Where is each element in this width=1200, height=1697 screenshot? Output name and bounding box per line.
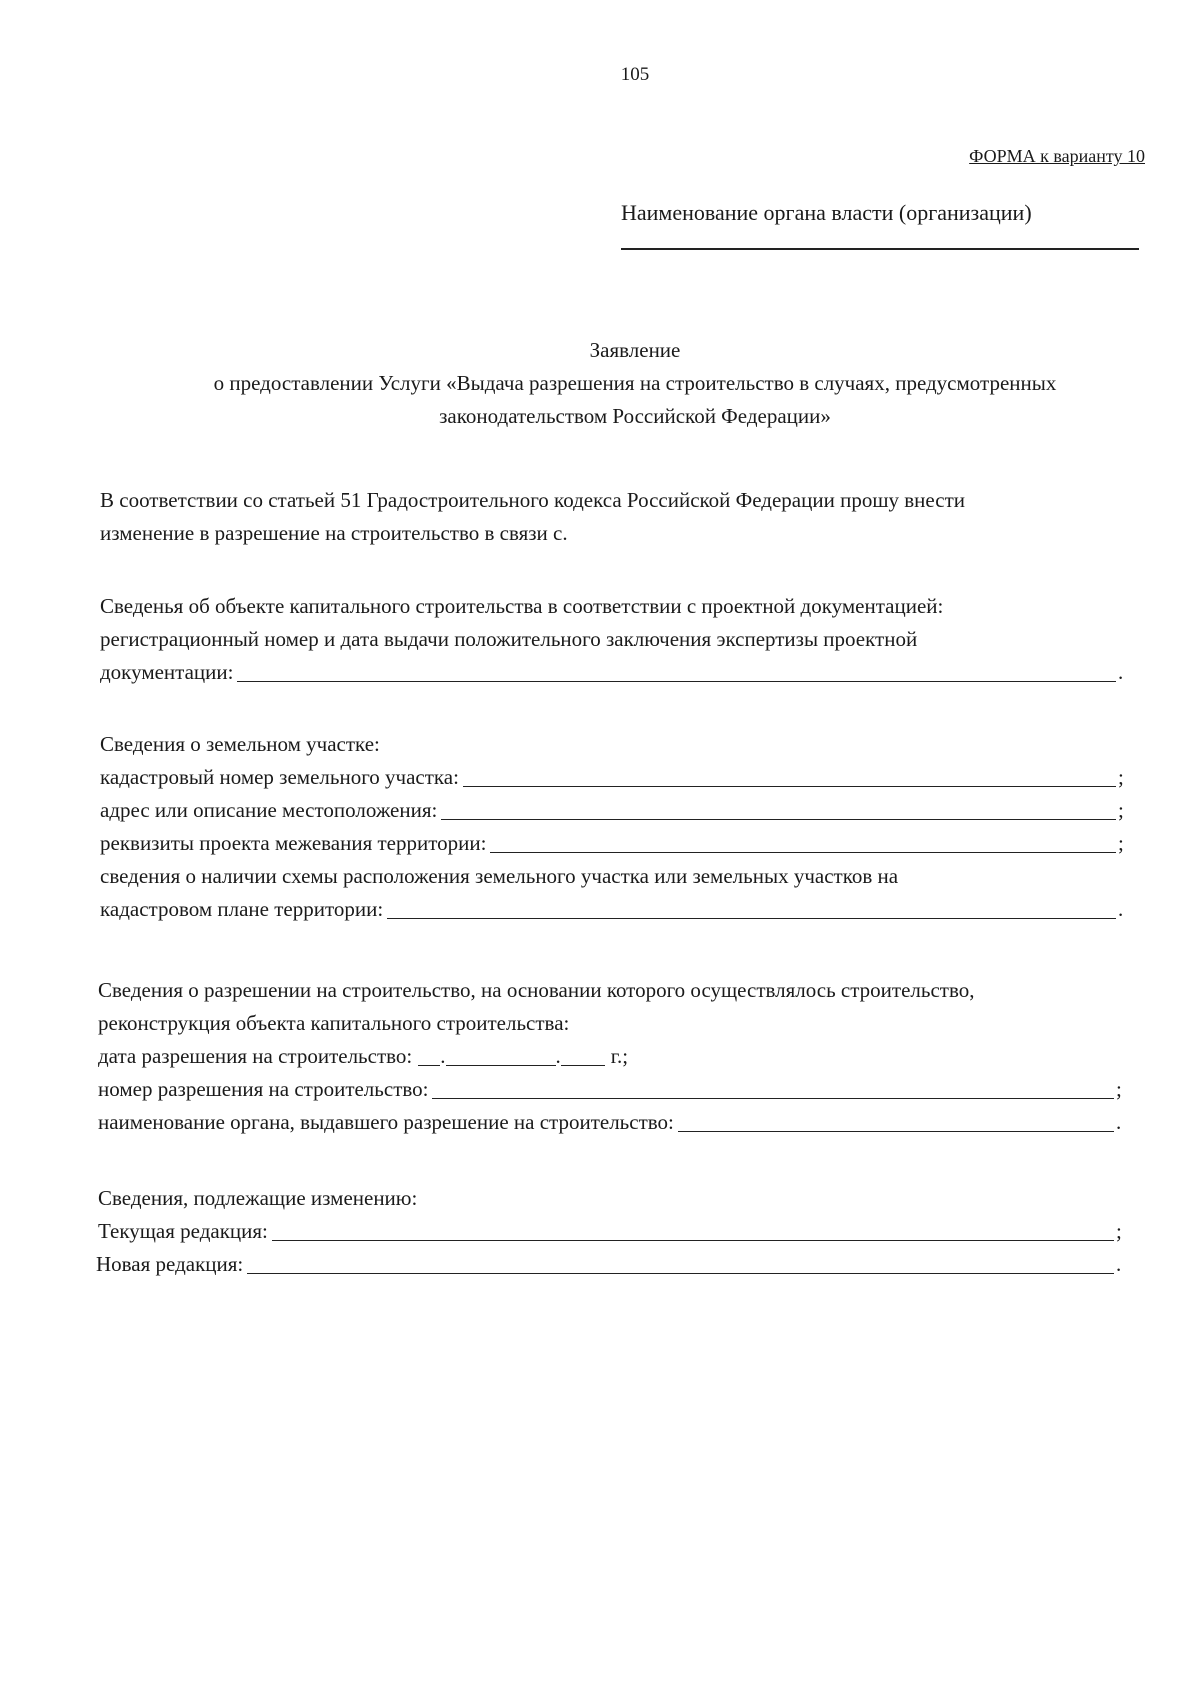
- intro-line-1: В соответствии со статьей 51 Градостроительного кодекса Российской Федерации прошу внести: [100, 488, 965, 512]
- permit-month-input[interactable]: [446, 1064, 556, 1066]
- new-edition-end: .: [1116, 1252, 1122, 1276]
- intro-line-2: изменение в разрешение на строительство в связи с.: [100, 521, 568, 545]
- expertise-field-row: [100, 656, 1130, 689]
- permit-date-label: дата разрешения на строительство:: [98, 1044, 413, 1068]
- survey-end: ;: [1118, 831, 1124, 855]
- organization-block: [621, 200, 1141, 250]
- title-line-3: законодательством Российской Федерации»: [439, 404, 831, 428]
- organization-name-label: Наименование органа власти (организации): [621, 200, 1032, 225]
- current-edition-row: [98, 1215, 1128, 1248]
- permit-info-section: [98, 974, 1128, 1139]
- organization-name-field[interactable]: [621, 248, 1139, 250]
- permit-date-row: [98, 1040, 1128, 1073]
- cadastral-row: [100, 761, 1130, 794]
- changes-section: [98, 1182, 1128, 1281]
- address-input[interactable]: [441, 818, 1116, 820]
- permit-number-input[interactable]: [432, 1097, 1114, 1099]
- document-title: [100, 334, 1170, 433]
- permit-info-line-2: реконструкция объекта капитального строительства:: [98, 1011, 570, 1035]
- object-info-line-1: Сведенья об объекте капитального строительства в соответствии с проектной документацией:: [100, 594, 944, 618]
- land-info-section: [100, 728, 1130, 926]
- cadastral-label: кадастровый номер земельного участка:: [100, 765, 459, 789]
- address-end: ;: [1118, 798, 1124, 822]
- new-edition-label: Новая редакция:: [96, 1252, 244, 1276]
- permit-year-suffix: г.;: [610, 1044, 629, 1068]
- survey-label: реквизиты проекта межевания территории:: [100, 831, 487, 855]
- permit-date-dot-2: .: [555, 1044, 561, 1068]
- object-info-line-2: регистрационный номер и дата выдачи положительного заключения экспертизы проектной: [100, 627, 918, 651]
- new-edition-input[interactable]: [247, 1272, 1114, 1274]
- survey-row: [100, 827, 1130, 860]
- object-info-section: [100, 590, 1130, 689]
- title-line-1: Заявление: [589, 338, 681, 362]
- permit-issuer-label: наименование органа, выдавшего разрешение на строительство:: [98, 1110, 674, 1134]
- permit-day-input[interactable]: [418, 1064, 440, 1066]
- permit-number-label: номер разрешения на строительство:: [98, 1077, 429, 1101]
- current-edition-input[interactable]: [272, 1239, 1114, 1241]
- title-line-2: о предоставлении Услуги «Выдача разрешения на строительство в случаях, предусмотренных: [213, 371, 1057, 395]
- permit-number-end: ;: [1116, 1077, 1122, 1101]
- current-edition-end: ;: [1116, 1219, 1122, 1243]
- scheme-input[interactable]: [387, 917, 1116, 919]
- permit-info-line-1: Сведения о разрешении на строительство, на основании которого осуществлялось строительство,: [98, 978, 975, 1002]
- new-edition-row: [96, 1248, 1128, 1281]
- scheme-end: .: [1118, 897, 1124, 921]
- address-row: [100, 794, 1130, 827]
- permit-issuer-end: .: [1116, 1110, 1122, 1134]
- permit-date-dot-1: .: [440, 1044, 446, 1068]
- form-variant-label: ФОРМА к варианту 10: [969, 146, 1145, 166]
- changes-heading: Сведения, подлежащие изменению:: [98, 1186, 418, 1210]
- land-info-heading: Сведения о земельном участке:: [100, 732, 380, 756]
- address-label: адрес или описание местоположения:: [100, 798, 438, 822]
- page-number: 105: [620, 64, 650, 85]
- scheme-row: [100, 893, 1130, 926]
- cadastral-end: ;: [1118, 765, 1124, 789]
- permit-issuer-input[interactable]: [678, 1130, 1114, 1132]
- permit-number-row: [98, 1073, 1128, 1106]
- current-edition-label: Текущая редакция:: [98, 1219, 268, 1243]
- cadastral-input[interactable]: [463, 785, 1116, 787]
- permit-issuer-row: [98, 1106, 1128, 1139]
- scheme-line-1: сведения о наличии схемы расположения земельного участка или земельных участков на: [100, 864, 899, 888]
- expertise-label: документации:: [100, 660, 234, 684]
- survey-input[interactable]: [490, 851, 1116, 853]
- permit-year-input[interactable]: [561, 1064, 605, 1066]
- scheme-label: кадастровом плане территории:: [100, 897, 384, 921]
- expertise-input[interactable]: [237, 680, 1116, 682]
- intro-paragraph: [100, 484, 1130, 550]
- expertise-end: .: [1118, 660, 1124, 684]
